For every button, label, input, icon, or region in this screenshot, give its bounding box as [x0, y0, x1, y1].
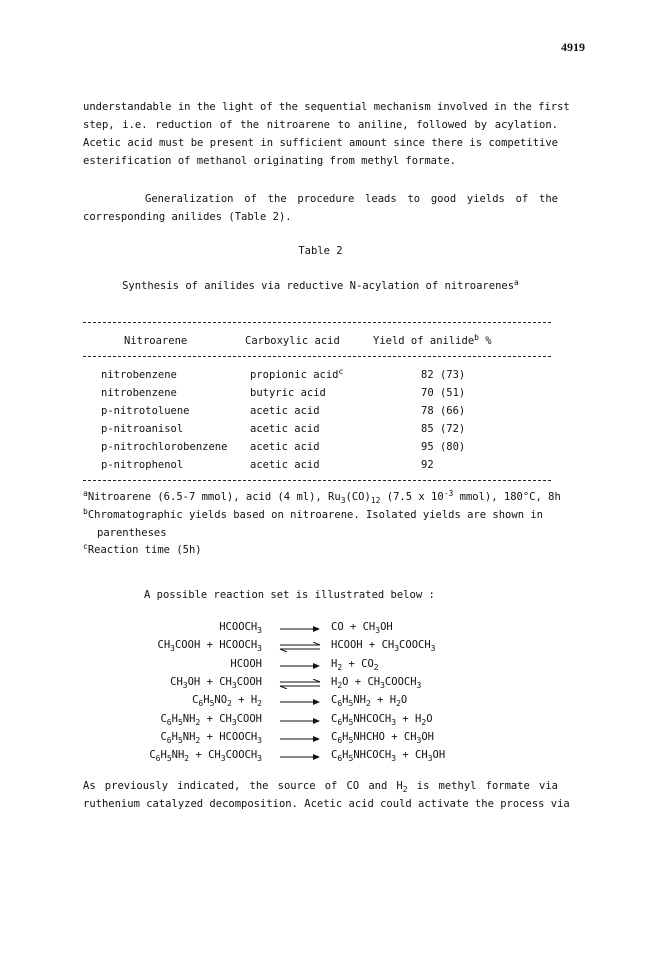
footnote-text: (7.5 x 10: [380, 491, 444, 503]
subscript: 3: [340, 496, 346, 505]
subscript: 12: [370, 496, 381, 505]
yield-header-text: Yield of anilide: [373, 335, 475, 347]
reaction-products: $C_6H_5NHCHO + CH_3OH$: [331, 730, 435, 745]
cell-nitroarene: p-nitrophenol: [101, 459, 184, 471]
footnote-text: Nitroarene (6.5-7 mmol), acid (4 ml), Ru: [87, 491, 341, 503]
reaction-reactants: $HCOOCH_3$: [219, 621, 262, 635]
text-line: ruthenium catalyzed decomposition. Acetic acid could activate the process via: [83, 798, 570, 810]
footnote-b: [83, 509, 543, 521]
paragraph-1: [83, 98, 570, 170]
reaction-products: $H_2 + CO_2$: [331, 657, 379, 672]
reaction-reactants: $C_6H_5NO_2 + H_2$: [192, 694, 262, 709]
footnote-marker: c: [338, 367, 344, 376]
reaction-products: CO + $CH_3OH$: [331, 621, 393, 635]
yield-unit: %: [478, 335, 492, 347]
reaction-reactants: HCOOH: [230, 657, 262, 670]
subscript: 2: [402, 785, 408, 794]
forward-arrow-icon: [279, 752, 321, 762]
reaction-products: $C_6H_5NH_2 + H_2O$: [331, 694, 408, 709]
cell-yield: 70 (51): [421, 387, 466, 399]
reaction-reactants: $CH_3COOH$ + $HCOOCH_3$: [157, 639, 262, 654]
reaction-reactants: $CH_3OH$ + $CH_3COOH$: [170, 675, 262, 690]
text-fragment: As previously indicated, the source of CO and H: [83, 780, 403, 792]
cell-nitroarene: nitrobenzene: [101, 369, 177, 381]
reaction-products: $C_6H_5NHCOCH_3 + H_2O$: [331, 712, 433, 727]
footnote-c: [83, 544, 202, 556]
paragraph-3: [83, 777, 570, 813]
cell-acid: butyric acid: [250, 387, 326, 399]
table-rule-header: [83, 356, 551, 357]
forward-arrow-icon: [279, 624, 321, 634]
table-header-nitroarene: Nitroarene: [124, 335, 188, 347]
cell-nitroarene: nitrobenzene: [101, 387, 177, 399]
text-line: esterification of methanol originating from methyl formate.: [83, 155, 456, 167]
footnote-marker: a: [514, 278, 519, 287]
footnote-text: mmol), 180°C, 8h: [453, 491, 561, 503]
cell-acid: [250, 369, 343, 381]
cell-acid: acetic acid: [250, 441, 320, 453]
footnote-text: Chromatographic yields based on nitroarene. Isolated yields are shown in: [87, 509, 543, 521]
reaction-reactants: $C_6H_5NH_2$ + $HCOOCH_3$: [160, 730, 262, 745]
reaction-products: $H_2O$ + $CH_3COOCH_3$: [331, 675, 422, 690]
footnote-marker: a: [83, 489, 88, 498]
table-rule-top: [83, 322, 551, 323]
text-fragment: is methyl formate via: [407, 780, 558, 792]
reaction-products: $C_6H_5NHCOCH_3 + CH_3OH$: [331, 749, 446, 764]
footnote-marker: c: [83, 542, 88, 551]
reaction-reactants: $C_6H_5NH_2$ + $CH_3COOH$: [160, 712, 262, 727]
footnote-a: [83, 491, 561, 503]
cell-nitroarene: p-nitrochlorobenzene: [101, 441, 228, 453]
footnote-marker: b: [83, 507, 88, 516]
cell-nitroarene: p-nitroanisol: [101, 423, 184, 435]
footnote-b-continued: parentheses: [97, 527, 167, 539]
forward-arrow-icon: [279, 716, 321, 726]
acid-text: propionic acid: [250, 369, 339, 381]
footnote-marker: b: [474, 333, 479, 342]
equilibrium-arrow-icon: [279, 679, 321, 689]
table-header-yield: [373, 335, 492, 347]
text-line: corresponding anilides (Table 2).: [83, 211, 292, 223]
forward-arrow-icon: [279, 697, 321, 707]
table-label: Table 2: [298, 245, 343, 257]
forward-arrow-icon: [279, 734, 321, 744]
cell-yield: 92: [421, 459, 434, 471]
cell-yield: 85 (72): [421, 423, 466, 435]
reaction-products: HCOOH + $CH_3COOCH_3$: [331, 639, 436, 654]
page-number: 4919: [561, 40, 585, 54]
superscript: -3: [443, 489, 454, 498]
reaction-intro: A possible reaction set is illustrated below :: [144, 589, 435, 601]
text-line: Generalization of the procedure leads to good yields of the: [145, 193, 558, 205]
table-caption-text: Synthesis of anilides via reductive N-acylation of nitroarenes: [122, 280, 515, 292]
cell-yield: 78 (66): [421, 405, 466, 417]
reaction-reactants: $C_6H_5NH_2$ + $CH_3COOCH_3$: [149, 749, 262, 764]
forward-arrow-icon: [279, 661, 321, 671]
table-rule-bottom: [83, 480, 551, 481]
table-caption: [83, 280, 558, 292]
text-line: step, i.e. reduction of the nitroarene to aniline, followed by acylation.: [83, 119, 558, 131]
footnote-text: Reaction time (5h): [87, 544, 202, 556]
text-line: [83, 777, 558, 795]
cell-acid: acetic acid: [250, 405, 320, 417]
cell-acid: acetic acid: [250, 423, 320, 435]
equilibrium-arrow-icon: [279, 642, 321, 652]
paragraph-2: [83, 190, 558, 226]
cell-yield: 95 (80): [421, 441, 466, 453]
text-line: understandable in the light of the sequential mechanism involved in the first: [83, 101, 570, 113]
cell-nitroarene: p-nitrotoluene: [101, 405, 190, 417]
cell-yield: 82 (73): [421, 369, 466, 381]
footnote-text: (CO): [345, 491, 371, 503]
text-line: Acetic acid must be present in sufficient amount since there is competitive: [83, 137, 558, 149]
cell-acid: acetic acid: [250, 459, 320, 471]
table-header-acid: Carboxylic acid: [245, 335, 340, 347]
